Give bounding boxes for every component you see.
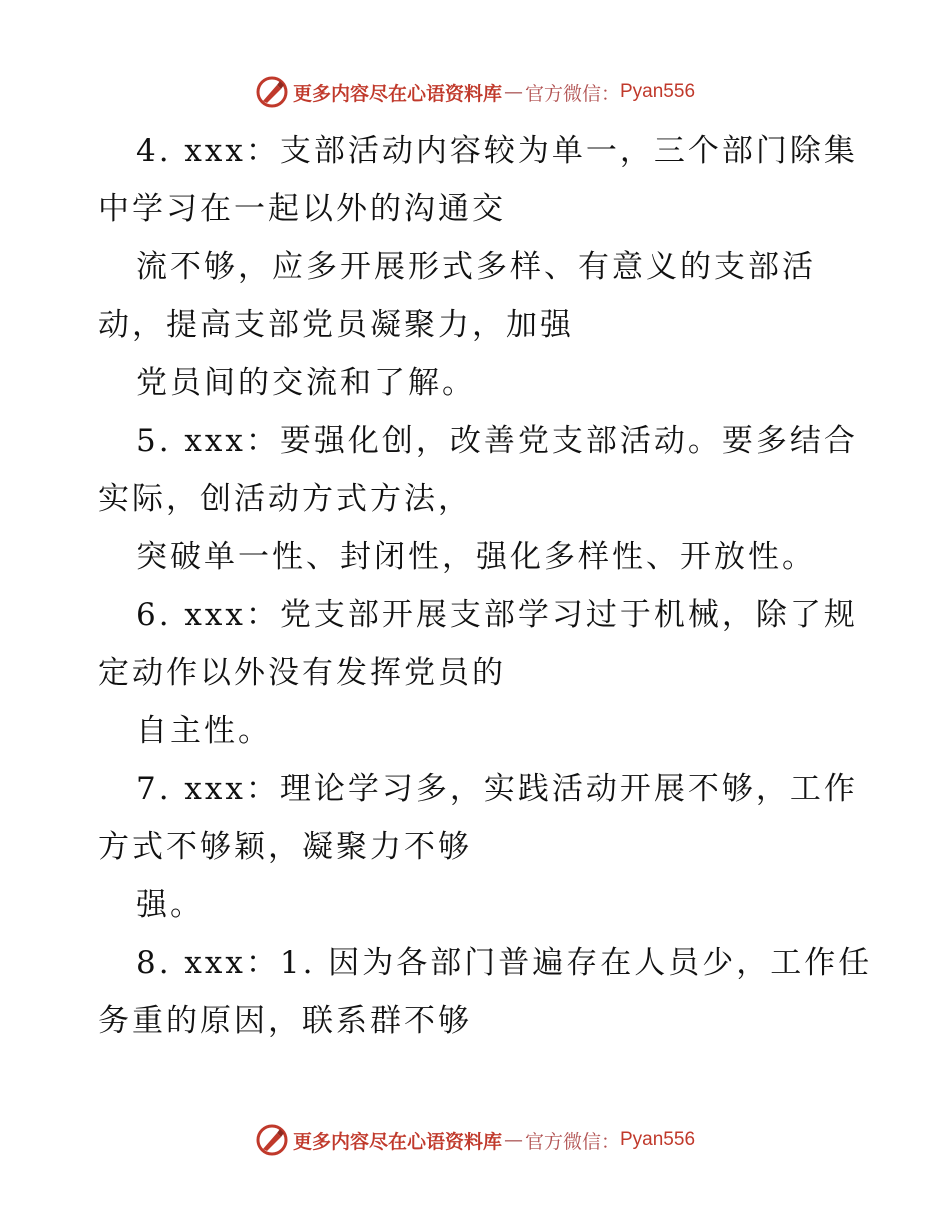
banner-label: 官方微信： (524, 1130, 620, 1153)
text-line: 6. xxx：党支部开展支部学习过于机械，除了规 (136, 597, 858, 633)
text-line: 动，提高支部党员凝聚力，加强 (98, 307, 574, 343)
text-line: 自主性。 (136, 713, 272, 749)
footer-banner (0, 1120, 950, 1160)
pen-logo-icon (255, 1123, 289, 1157)
text-line: 5. xxx：要强化创，改善党支部活动。要多结合 (136, 423, 858, 459)
text-line: 中学习在一起以外的沟通交 (98, 191, 506, 227)
banner-brand: 更多内容尽在心语资料库 (292, 82, 502, 105)
banner-wechat-id: Pyan556 (620, 1129, 696, 1150)
text-line: 突破单一性、封闭性，强化多样性、开放性。 (136, 539, 816, 575)
text-line: 7. xxx：理论学习多，实践活动开展不够，工作 (136, 771, 858, 807)
text-line: 方式不够颖，凝聚力不够 (98, 829, 472, 865)
text-line: 实际，创活动方式方法， (98, 481, 472, 517)
header-banner (0, 72, 950, 112)
text-line: 8. xxx：1. 因为各部门普遍存在人员少，工作任 (136, 945, 873, 981)
text-line: 务重的原因，联系群不够 (98, 1003, 472, 1039)
text-line: 党员间的交流和了解。 (136, 365, 476, 401)
banner-brand: 更多内容尽在心语资料库 (292, 1130, 502, 1153)
banner-label: 官方微信： (524, 82, 620, 105)
text-line: 强。 (136, 887, 204, 923)
banner-separator: — (503, 81, 523, 103)
banner-wechat-id: Pyan556 (620, 81, 696, 102)
text-line: 流不够，应多开展形式多样、有意义的支部活 (136, 249, 816, 285)
text-line: 定动作以外没有发挥党员的 (98, 655, 506, 691)
pen-logo-icon (255, 75, 289, 109)
text-line: 4. xxx：支部活动内容较为单一，三个部门除集 (136, 133, 858, 169)
document-body (98, 122, 873, 1050)
banner-separator: — (503, 1129, 523, 1151)
